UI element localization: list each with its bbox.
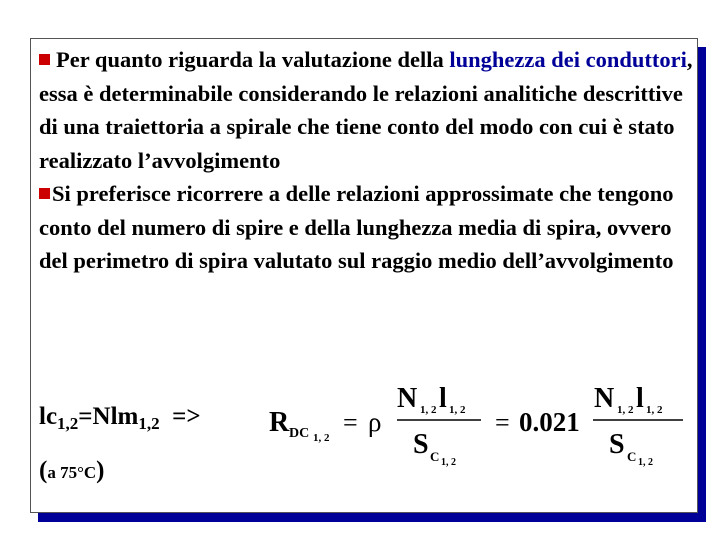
l-subscript-1: 1, 2 (449, 404, 466, 416)
r-subscript: DC (289, 426, 310, 441)
paragraph-1-part1: Per quanto riguarda la valutazione della (56, 47, 450, 72)
paragraph-1-part2: , essa è determinabile considerando le relazioni analitiche descrittive di una traiettoria a spirale che tiene conto del modo con cui è stato realizzato l’avvolgimento (39, 47, 693, 173)
n-symbol-2: N (594, 383, 615, 414)
nlm-subscript: 1,2 (138, 414, 160, 433)
condition-text: a 75°C (47, 463, 97, 482)
n-subscript-1: 1, 2 (420, 404, 437, 416)
paren-close: ) (96, 457, 105, 484)
lc-symbol: lc (39, 403, 58, 430)
coefficient: 0.021 (519, 407, 580, 437)
equals-sign-1: = (343, 408, 358, 437)
rho-symbol: ρ (368, 407, 382, 437)
s-subscript-2: C (627, 449, 637, 464)
n-symbol-1: N (397, 383, 418, 414)
equals-sign-2: = (495, 408, 510, 437)
l-subscript-2: 1, 2 (646, 404, 663, 416)
l-symbol-1: l (439, 383, 447, 414)
nlm-symbol: =Nlm (78, 403, 139, 430)
s-symbol-1: S (413, 429, 429, 460)
slide-panel (30, 38, 698, 513)
r-sub-subscript: 1, 2 (313, 432, 330, 444)
paragraph-2-text: Si preferisce ricorrere a delle relazioni approssimate che tengono conto del numero di spire e della lunghezza media di spira, ovvero del perimetro di spira valutato sul raggio medio dell’avvolgimento (39, 181, 674, 273)
s-sub-subscript-1: 1, 2 (441, 457, 456, 468)
s-symbol-2: S (609, 429, 625, 460)
s-subscript-1: C (430, 449, 440, 464)
l-symbol-2: l (636, 383, 644, 414)
r-symbol: R (269, 407, 290, 438)
s-sub-subscript-2: 1, 2 (638, 457, 653, 468)
lc-subscript: 1,2 (57, 414, 79, 433)
paragraph-1-highlight: lunghezza dei conduttori (449, 47, 687, 72)
resistance-formula (31, 39, 699, 514)
implies-arrow: => (172, 403, 201, 430)
n-subscript-2: 1, 2 (617, 404, 634, 416)
paren-open: ( (39, 457, 48, 484)
